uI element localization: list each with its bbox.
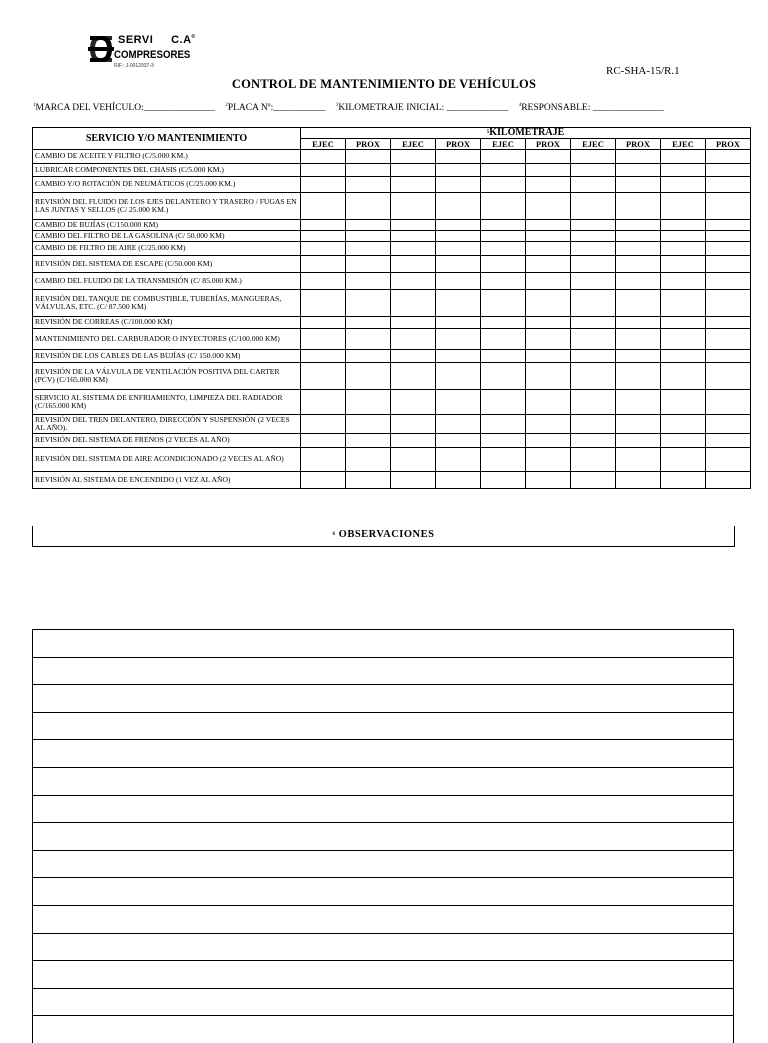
km-entry-cell[interactable] bbox=[391, 317, 436, 329]
km-entry-cell[interactable] bbox=[571, 164, 616, 177]
km-entry-cell[interactable] bbox=[526, 290, 571, 317]
km-entry-cell[interactable] bbox=[571, 434, 616, 448]
km-entry-cell[interactable] bbox=[301, 472, 346, 489]
observation-line[interactable] bbox=[32, 629, 734, 657]
km-entry-cell[interactable] bbox=[346, 317, 391, 329]
km-entry-cell[interactable] bbox=[436, 448, 481, 472]
km-entry-cell[interactable] bbox=[616, 290, 661, 317]
km-entry-cell[interactable] bbox=[301, 434, 346, 448]
logo-mark-icon bbox=[88, 34, 114, 64]
km-entry-cell[interactable] bbox=[301, 193, 346, 220]
km-entry-cell[interactable] bbox=[436, 220, 481, 231]
km-entry-cell[interactable] bbox=[526, 242, 571, 256]
service-label: REVISIÓN DE LA VÁLVULA DE VENTILACIÓN POSITIVA DEL CARTER (PCV) (C/165.000 KM) bbox=[33, 363, 301, 390]
table-row bbox=[33, 242, 751, 256]
km-entry-cell[interactable] bbox=[571, 329, 616, 350]
observation-line[interactable] bbox=[32, 960, 734, 988]
km-entry-cell[interactable] bbox=[481, 363, 526, 390]
km-entry-cell[interactable] bbox=[301, 317, 346, 329]
service-label: REVISIÓN DEL FLUIDO DE LOS EJES DELANTERO Y TRASERO / FUGAS EN LAS JUNTAS Y SELLOS (C/ 25.000 KM.) bbox=[33, 193, 301, 220]
km-entry-cell[interactable] bbox=[661, 472, 706, 489]
observation-line[interactable] bbox=[32, 850, 734, 878]
km-entry-cell[interactable] bbox=[661, 350, 706, 363]
subheader-ejec: EJEC bbox=[391, 139, 436, 150]
km-entry-cell[interactable] bbox=[481, 177, 526, 193]
logo-line-1: SERVI C.A® bbox=[118, 34, 196, 46]
km-entry-cell[interactable] bbox=[436, 193, 481, 220]
kilometraje-header: $^5$KILOMETRAJE bbox=[301, 128, 751, 139]
km-entry-cell[interactable] bbox=[481, 329, 526, 350]
km-entry-cell[interactable] bbox=[301, 363, 346, 390]
table-row bbox=[33, 290, 751, 317]
km-entry-cell[interactable] bbox=[301, 448, 346, 472]
km-entry-cell[interactable] bbox=[481, 317, 526, 329]
km-entry-cell[interactable] bbox=[526, 434, 571, 448]
table-row bbox=[33, 415, 751, 434]
service-label: SERVICIO AL SISTEMA DE ENFRIAMIENTO, LIMPIEZA DEL RADIADOR (C/165.000 KM) bbox=[33, 390, 301, 415]
km-entry-cell[interactable] bbox=[346, 256, 391, 273]
km-entry-cell[interactable] bbox=[616, 363, 661, 390]
km-entry-cell[interactable] bbox=[436, 317, 481, 329]
table-row bbox=[33, 350, 751, 363]
logo-line-2: COMPRESORES bbox=[114, 49, 191, 61]
km-entry-cell[interactable] bbox=[661, 290, 706, 317]
km-entry-cell[interactable] bbox=[706, 472, 751, 489]
km-entry-cell[interactable] bbox=[436, 231, 481, 242]
km-entry-cell[interactable] bbox=[346, 415, 391, 434]
km-entry-cell[interactable] bbox=[436, 434, 481, 448]
km-entry-cell[interactable] bbox=[526, 220, 571, 231]
km-entry-cell[interactable] bbox=[616, 390, 661, 415]
service-label: CAMBIO DE FILTRO DE AIRE (C/25.000 KM) bbox=[33, 242, 301, 256]
company-logo bbox=[88, 34, 198, 74]
km-entry-cell[interactable] bbox=[526, 256, 571, 273]
km-entry-cell[interactable] bbox=[526, 231, 571, 242]
service-label: REVISIÓN AL SISTEMA DE ENCENDIDO (1 VEZ AL AÑO) bbox=[33, 472, 301, 489]
service-label: REVISIÓN DEL TANQUE DE COMBUSTIBLE, TUBERÍAS, MANGUERAS, VÁLVULAS, ETC. (C/ 87.500 KM) bbox=[33, 290, 301, 317]
table-row bbox=[33, 150, 751, 164]
km-entry-cell[interactable] bbox=[661, 220, 706, 231]
subheader-ejec: EJEC bbox=[481, 139, 526, 150]
km-entry-cell[interactable] bbox=[706, 242, 751, 256]
km-entry-cell[interactable] bbox=[481, 390, 526, 415]
km-entry-cell[interactable] bbox=[706, 434, 751, 448]
km-entry-cell[interactable] bbox=[571, 273, 616, 290]
km-entry-cell[interactable] bbox=[706, 448, 751, 472]
km-entry-cell[interactable] bbox=[391, 150, 436, 164]
km-entry-cell[interactable] bbox=[346, 177, 391, 193]
km-entry-cell[interactable] bbox=[571, 350, 616, 363]
km-entry-cell[interactable] bbox=[571, 242, 616, 256]
service-label: CAMBIO DEL FILTRO DE LA GASOLINA (C/ 50.000 KM) bbox=[33, 231, 301, 242]
km-entry-cell[interactable] bbox=[481, 472, 526, 489]
km-entry-cell[interactable] bbox=[571, 231, 616, 242]
table-row bbox=[33, 164, 751, 177]
km-entry-cell[interactable] bbox=[481, 193, 526, 220]
service-label: CAMBIO Y/O ROTACIÓN DE NEUMÁTICOS (C/25.000 KM.) bbox=[33, 177, 301, 193]
km-entry-cell[interactable] bbox=[391, 177, 436, 193]
km-entry-cell[interactable] bbox=[526, 363, 571, 390]
km-entry-cell[interactable] bbox=[661, 150, 706, 164]
maintenance-table bbox=[32, 127, 751, 489]
km-entry-cell[interactable] bbox=[526, 472, 571, 489]
table-row bbox=[33, 317, 751, 329]
km-entry-cell[interactable] bbox=[391, 193, 436, 220]
km-entry-cell[interactable] bbox=[526, 350, 571, 363]
subheader-ejec: EJEC bbox=[571, 139, 616, 150]
km-entry-cell[interactable] bbox=[481, 434, 526, 448]
km-entry-cell[interactable] bbox=[706, 150, 751, 164]
subheader-prox: PROX bbox=[526, 139, 571, 150]
subheader-prox: PROX bbox=[346, 139, 391, 150]
observation-line[interactable] bbox=[32, 795, 734, 823]
km-entry-cell[interactable] bbox=[436, 329, 481, 350]
observation-line[interactable] bbox=[32, 684, 734, 712]
km-entry-cell[interactable] bbox=[706, 390, 751, 415]
km-entry-cell[interactable] bbox=[571, 448, 616, 472]
km-entry-cell[interactable] bbox=[661, 177, 706, 193]
km-entry-cell[interactable] bbox=[301, 242, 346, 256]
km-entry-cell[interactable] bbox=[391, 273, 436, 290]
km-entry-cell[interactable] bbox=[301, 390, 346, 415]
table-row bbox=[33, 363, 751, 390]
service-label: CAMBIO DE ACEITE Y FILTRO (C/5.000 KM.) bbox=[33, 150, 301, 164]
km-entry-cell[interactable] bbox=[616, 472, 661, 489]
km-entry-cell[interactable] bbox=[661, 363, 706, 390]
km-entry-cell[interactable] bbox=[391, 256, 436, 273]
km-entry-cell[interactable] bbox=[346, 164, 391, 177]
km-entry-cell[interactable] bbox=[616, 193, 661, 220]
km-entry-cell[interactable] bbox=[346, 472, 391, 489]
km-entry-cell[interactable] bbox=[481, 231, 526, 242]
km-entry-cell[interactable] bbox=[391, 448, 436, 472]
km-entry-cell[interactable] bbox=[436, 350, 481, 363]
km-entry-cell[interactable] bbox=[301, 231, 346, 242]
table-row bbox=[33, 390, 751, 415]
km-entry-cell[interactable] bbox=[706, 329, 751, 350]
km-entry-cell[interactable] bbox=[661, 256, 706, 273]
km-entry-cell[interactable] bbox=[571, 415, 616, 434]
page-title: CONTROL DE MANTENIMIENTO DE VEHÍCULOS bbox=[231, 77, 537, 91]
km-entry-cell[interactable] bbox=[391, 363, 436, 390]
km-entry-cell[interactable] bbox=[661, 231, 706, 242]
table-row bbox=[33, 434, 751, 448]
km-entry-cell[interactable] bbox=[301, 273, 346, 290]
observation-line[interactable] bbox=[32, 712, 734, 740]
observation-line[interactable] bbox=[32, 933, 734, 961]
km-entry-cell[interactable] bbox=[346, 231, 391, 242]
service-label: CAMBIO DE BUJÍAS (C/150.000 KM) bbox=[33, 220, 301, 231]
km-entry-cell[interactable] bbox=[661, 193, 706, 220]
km-entry-cell[interactable] bbox=[346, 193, 391, 220]
observation-line[interactable] bbox=[32, 905, 734, 933]
km-entry-cell[interactable] bbox=[706, 231, 751, 242]
km-entry-cell[interactable] bbox=[391, 290, 436, 317]
km-entry-cell[interactable] bbox=[706, 273, 751, 290]
km-entry-cell[interactable] bbox=[301, 415, 346, 434]
service-label: REVISIÓN DEL SISTEMA DE AIRE ACONDICIONADO (2 VECES AL AÑO) bbox=[33, 448, 301, 472]
service-label: REVISIÓN DEL TREN DELANTERO, DIRECCIÓN Y SUSPENSIÓN (2 VECES AL AÑO). bbox=[33, 415, 301, 434]
service-label: REVISIÓN DEL SISTEMA DE FRENOS (2 VECES AL AÑO) bbox=[33, 434, 301, 448]
km-entry-cell[interactable] bbox=[436, 164, 481, 177]
document-code: RC-SHA-15/R.1 bbox=[606, 65, 680, 77]
km-entry-cell[interactable] bbox=[436, 472, 481, 489]
observation-line[interactable] bbox=[32, 988, 734, 1016]
km-entry-cell[interactable] bbox=[571, 220, 616, 231]
km-entry-cell[interactable] bbox=[346, 150, 391, 164]
table-row bbox=[33, 472, 751, 489]
table-row bbox=[33, 220, 751, 231]
km-entry-cell[interactable] bbox=[661, 317, 706, 329]
subheader-prox: PROX bbox=[616, 139, 661, 150]
observation-line[interactable] bbox=[32, 877, 734, 905]
km-entry-cell[interactable] bbox=[346, 273, 391, 290]
km-entry-cell[interactable] bbox=[346, 350, 391, 363]
km-entry-cell[interactable] bbox=[661, 415, 706, 434]
km-entry-cell[interactable] bbox=[616, 273, 661, 290]
km-entry-cell[interactable] bbox=[706, 317, 751, 329]
km-entry-cell[interactable] bbox=[526, 329, 571, 350]
km-entry-cell[interactable] bbox=[481, 164, 526, 177]
km-entry-cell[interactable] bbox=[661, 242, 706, 256]
km-entry-cell[interactable] bbox=[346, 329, 391, 350]
service-label: REVISIÓN DE CORREAS (C/100.000 KM) bbox=[33, 317, 301, 329]
km-entry-cell[interactable] bbox=[391, 220, 436, 231]
km-entry-cell[interactable] bbox=[616, 350, 661, 363]
observation-line[interactable] bbox=[32, 657, 734, 685]
observation-line[interactable] bbox=[32, 767, 734, 795]
km-entry-cell[interactable] bbox=[616, 434, 661, 448]
observations-header: $^6$ OBSERVACIONES bbox=[32, 526, 735, 547]
header-fields bbox=[33, 103, 672, 113]
km-entry-cell[interactable] bbox=[481, 290, 526, 317]
subheader-prox: PROX bbox=[436, 139, 481, 150]
km-entry-cell[interactable] bbox=[661, 164, 706, 177]
km-entry-cell[interactable] bbox=[616, 329, 661, 350]
km-entry-cell[interactable] bbox=[301, 164, 346, 177]
km-entry-cell[interactable] bbox=[571, 193, 616, 220]
km-entry-cell[interactable] bbox=[706, 415, 751, 434]
km-entry-cell[interactable] bbox=[481, 220, 526, 231]
km-entry-cell[interactable] bbox=[526, 177, 571, 193]
km-entry-cell[interactable] bbox=[571, 150, 616, 164]
km-entry-cell[interactable] bbox=[391, 164, 436, 177]
km-entry-cell[interactable] bbox=[526, 390, 571, 415]
km-entry-cell[interactable] bbox=[706, 256, 751, 273]
service-label: REVISIÓN DE LOS CABLES DE LAS BUJÍAS (C/ 150.000 KM) bbox=[33, 350, 301, 363]
field-marca[interactable]: $^1$MARCA DEL VEHÍCULO:_______________ bbox=[33, 103, 215, 113]
km-entry-cell[interactable] bbox=[616, 317, 661, 329]
km-entry-cell[interactable] bbox=[616, 256, 661, 273]
km-entry-cell[interactable] bbox=[346, 448, 391, 472]
km-entry-cell[interactable] bbox=[481, 242, 526, 256]
km-entry-cell[interactable] bbox=[706, 193, 751, 220]
observation-line[interactable] bbox=[32, 739, 734, 767]
km-entry-cell[interactable] bbox=[706, 363, 751, 390]
km-entry-cell[interactable] bbox=[481, 448, 526, 472]
km-entry-cell[interactable] bbox=[616, 231, 661, 242]
service-label: LUBRICAR COMPONENTES DEL CHASIS (C/5.000 KM.) bbox=[33, 164, 301, 177]
km-entry-cell[interactable] bbox=[526, 273, 571, 290]
km-entry-cell[interactable] bbox=[301, 329, 346, 350]
km-entry-cell[interactable] bbox=[436, 290, 481, 317]
km-entry-cell[interactable] bbox=[706, 350, 751, 363]
km-entry-cell[interactable] bbox=[481, 150, 526, 164]
subheader-ejec: EJEC bbox=[661, 139, 706, 150]
km-entry-cell[interactable] bbox=[436, 177, 481, 193]
km-entry-cell[interactable] bbox=[391, 434, 436, 448]
km-entry-cell[interactable] bbox=[526, 448, 571, 472]
km-entry-cell[interactable] bbox=[661, 448, 706, 472]
km-entry-cell[interactable] bbox=[706, 290, 751, 317]
km-entry-cell[interactable] bbox=[571, 177, 616, 193]
table-row bbox=[33, 329, 751, 350]
observations-box bbox=[32, 629, 734, 1043]
km-entry-cell[interactable] bbox=[481, 350, 526, 363]
km-entry-cell[interactable] bbox=[436, 256, 481, 273]
table-row bbox=[33, 256, 751, 273]
km-entry-cell[interactable] bbox=[301, 220, 346, 231]
subheader-ejec: EJEC bbox=[301, 139, 346, 150]
table-row bbox=[33, 231, 751, 242]
table-row bbox=[33, 177, 751, 193]
km-entry-cell[interactable] bbox=[571, 256, 616, 273]
field-responsable[interactable]: $^4$RESPONSABLE: _______________ bbox=[518, 103, 664, 113]
service-header: SERVICIO Y/O MANTENIMIENTO bbox=[33, 128, 301, 150]
km-entry-cell[interactable] bbox=[661, 434, 706, 448]
km-entry-cell[interactable] bbox=[346, 290, 391, 317]
km-entry-cell[interactable] bbox=[526, 193, 571, 220]
table-row bbox=[33, 273, 751, 290]
km-entry-cell[interactable] bbox=[661, 329, 706, 350]
km-entry-cell[interactable] bbox=[706, 177, 751, 193]
km-entry-cell[interactable] bbox=[616, 177, 661, 193]
field-placa[interactable]: $^2$PLACA Nº:___________ bbox=[225, 103, 326, 113]
km-entry-cell[interactable] bbox=[526, 150, 571, 164]
km-entry-cell[interactable] bbox=[436, 150, 481, 164]
km-entry-cell[interactable] bbox=[391, 415, 436, 434]
km-entry-cell[interactable] bbox=[526, 317, 571, 329]
km-entry-cell[interactable] bbox=[481, 273, 526, 290]
service-label: REVISIÓN DEL SISTEMA DE ESCAPE (C/50.000 KM) bbox=[33, 256, 301, 273]
km-entry-cell[interactable] bbox=[571, 317, 616, 329]
km-entry-cell[interactable] bbox=[436, 415, 481, 434]
service-label: CAMBIO DEL FLUIDO DE LA TRANSMISIÓN (C/ 85.000 KM.) bbox=[33, 273, 301, 290]
km-entry-cell[interactable] bbox=[571, 390, 616, 415]
km-entry-cell[interactable] bbox=[346, 390, 391, 415]
observation-line[interactable] bbox=[32, 1015, 734, 1043]
km-entry-cell[interactable] bbox=[571, 472, 616, 489]
field-kilometraje-inicial[interactable]: $^3$KILOMETRAJE INICIAL: _____________ bbox=[335, 103, 509, 113]
km-entry-cell[interactable] bbox=[661, 273, 706, 290]
logo-rif: RIF.: J-0012937-3 bbox=[114, 63, 154, 69]
km-entry-cell[interactable] bbox=[301, 350, 346, 363]
km-entry-cell[interactable] bbox=[301, 256, 346, 273]
km-entry-cell[interactable] bbox=[301, 177, 346, 193]
subheader-prox: PROX bbox=[706, 139, 751, 150]
km-entry-cell[interactable] bbox=[391, 390, 436, 415]
km-entry-cell[interactable] bbox=[616, 448, 661, 472]
km-entry-cell[interactable] bbox=[391, 329, 436, 350]
km-entry-cell[interactable] bbox=[481, 256, 526, 273]
observation-line[interactable] bbox=[32, 822, 734, 850]
km-entry-cell[interactable] bbox=[571, 363, 616, 390]
km-entry-cell[interactable] bbox=[706, 164, 751, 177]
km-entry-cell[interactable] bbox=[436, 242, 481, 256]
km-entry-cell[interactable] bbox=[526, 415, 571, 434]
km-entry-cell[interactable] bbox=[391, 350, 436, 363]
km-entry-cell[interactable] bbox=[616, 220, 661, 231]
km-entry-cell[interactable] bbox=[526, 164, 571, 177]
km-entry-cell[interactable] bbox=[301, 150, 346, 164]
km-entry-cell[interactable] bbox=[346, 220, 391, 231]
service-label: MANTENIMIENTO DEL CARBURADOR O INYECTORES (C/100.000 KM) bbox=[33, 329, 301, 350]
km-entry-cell[interactable] bbox=[391, 242, 436, 256]
km-entry-cell[interactable] bbox=[346, 242, 391, 256]
km-entry-cell[interactable] bbox=[301, 290, 346, 317]
km-entry-cell[interactable] bbox=[436, 363, 481, 390]
km-entry-cell[interactable] bbox=[391, 231, 436, 242]
km-entry-cell[interactable] bbox=[571, 290, 616, 317]
km-entry-cell[interactable] bbox=[436, 390, 481, 415]
km-entry-cell[interactable] bbox=[346, 434, 391, 448]
km-entry-cell[interactable] bbox=[616, 415, 661, 434]
km-entry-cell[interactable] bbox=[391, 472, 436, 489]
km-entry-cell[interactable] bbox=[706, 220, 751, 231]
table-row bbox=[33, 193, 751, 220]
km-entry-cell[interactable] bbox=[616, 242, 661, 256]
km-entry-cell[interactable] bbox=[616, 164, 661, 177]
km-entry-cell[interactable] bbox=[481, 415, 526, 434]
km-entry-cell[interactable] bbox=[346, 363, 391, 390]
table-row bbox=[33, 448, 751, 472]
km-entry-cell[interactable] bbox=[616, 150, 661, 164]
km-entry-cell[interactable] bbox=[436, 273, 481, 290]
km-entry-cell[interactable] bbox=[661, 390, 706, 415]
